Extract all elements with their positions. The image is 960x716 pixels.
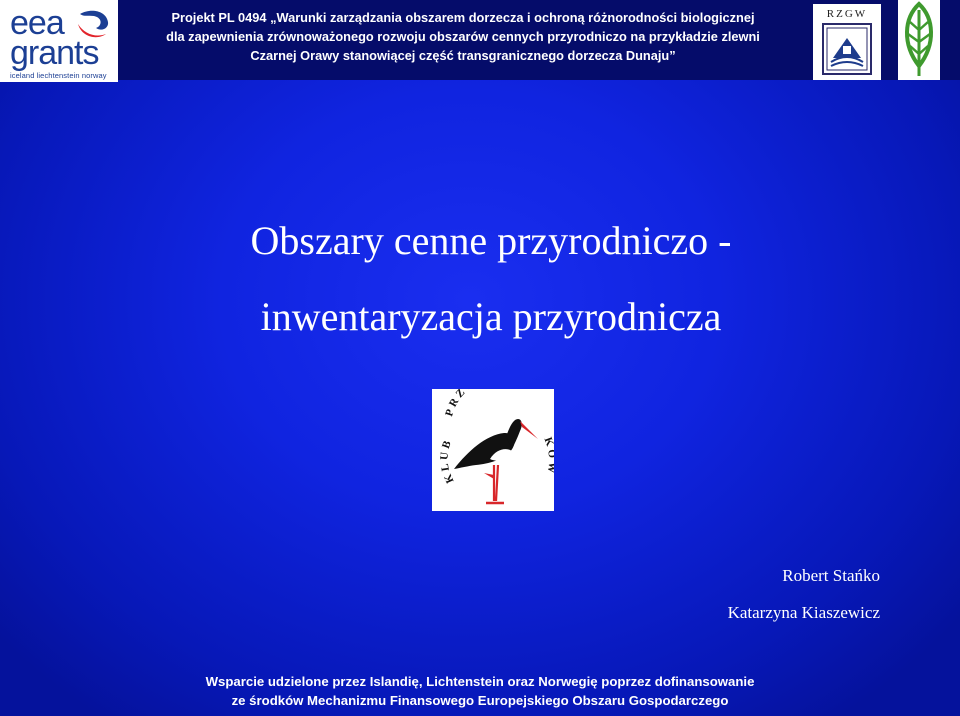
stork-logo-icon xyxy=(432,389,554,511)
slide-title-line-1: Obszary cenne przyrodniczo - xyxy=(250,218,732,263)
leaf-icon xyxy=(898,0,940,80)
rzgw-logo xyxy=(813,4,881,80)
project-header-line-2: dla zapewnienia zrównoważonego rozwoju obszarów cennych przyrodniczo na przykładzie zlewni xyxy=(166,29,760,44)
eea-logo-word-grants: grants xyxy=(10,34,99,72)
eea-logo-subtitle: iceland liechtenstein norway xyxy=(10,71,107,80)
club-arc-text-right xyxy=(541,436,554,477)
funding-footer-line-2: ze środków Mechanizmu Finansowego Europejskiego Obszaru Gospodarczego xyxy=(231,693,729,708)
club-arc-text-top: PRZ xyxy=(443,389,470,418)
svg-text:PRZYRODNI xyxy=(443,389,530,418)
svg-text:KLUB xyxy=(438,436,456,485)
leaf-logo xyxy=(898,0,940,80)
project-header-line-1: Projekt PL 0494 „Warunki zarządzania obszarem dorzecza i ochroną różnorodności biologicznej xyxy=(171,10,755,25)
author-2: Katarzyna Kiaszewicz xyxy=(727,603,880,622)
rzgw-emblem-icon xyxy=(821,22,873,76)
author-1: Robert Stańko xyxy=(782,566,880,585)
svg-text:KÓW xyxy=(541,436,554,477)
project-header-line-3: Czarnej Orawy stanowiącej część transgranicznego dorzecza Dunaju” xyxy=(250,48,676,63)
project-header xyxy=(128,8,798,65)
eea-logo-word-eea: eea xyxy=(10,4,64,42)
eea-grants-logo xyxy=(0,0,118,82)
funding-footer xyxy=(0,672,960,710)
slide-title-line-2: inwentaryzacja przyrodnicza xyxy=(260,294,722,339)
funding-footer-line-1: Wsparcie udzielone przez Islandię, Lichtenstein oraz Norwegię poprzez dofinansowanie xyxy=(205,674,755,689)
rzgw-logo-text: RZGW xyxy=(826,8,868,20)
klub-przyrodnikow-logo xyxy=(432,389,554,511)
club-arc-text-left: KLUB xyxy=(438,436,457,485)
